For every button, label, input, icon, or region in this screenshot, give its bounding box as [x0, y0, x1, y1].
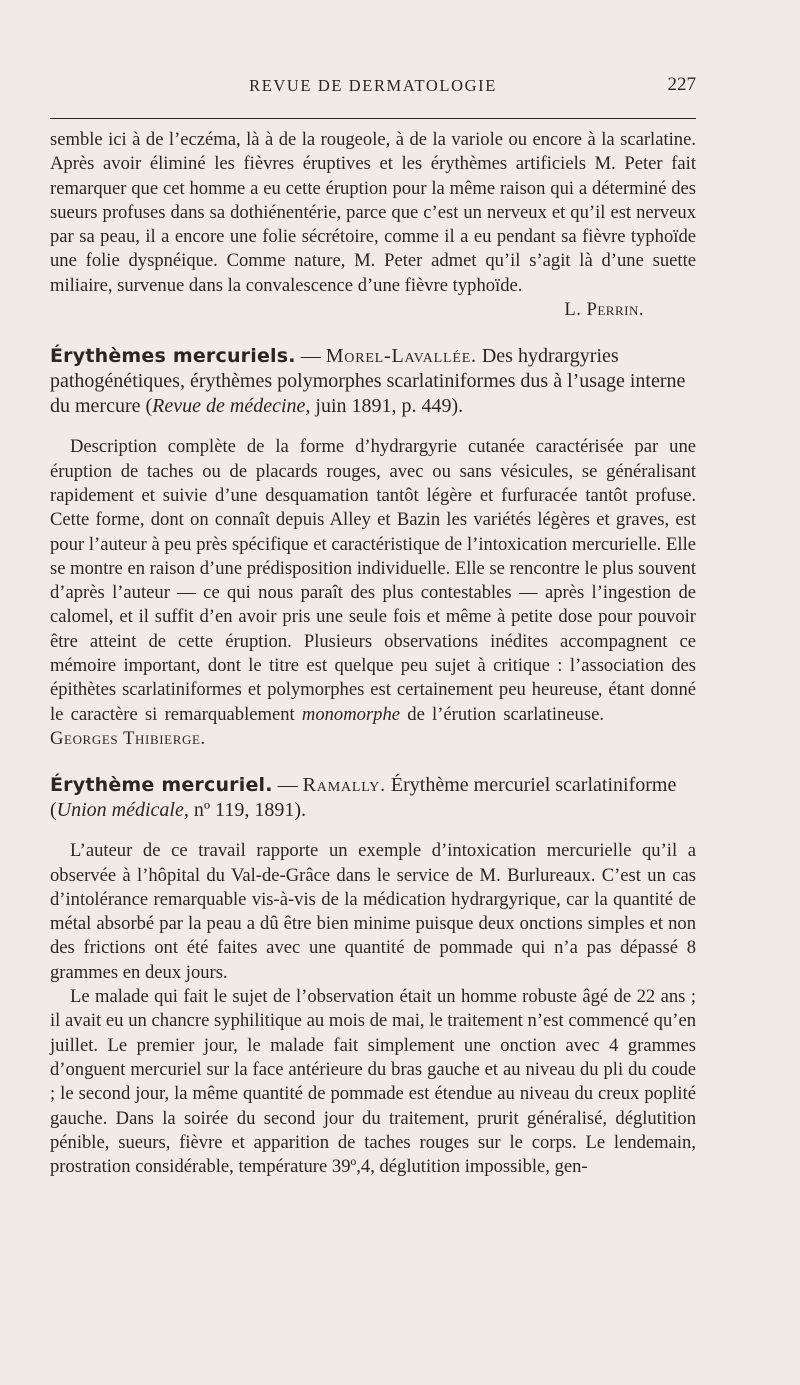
section1-body-italic: monomorphe [301, 703, 401, 725]
section1-body-b: de l’érution scarlatineuse. [400, 703, 604, 725]
section1-heading [50, 344, 696, 419]
continuation-paragraph: semble ici à de l’eczéma, là à de la rougeole, à de la variole ou encore à la scarlatine. Après avoir éliminé les fièvres éruptives et les érythèmes artificiels M. Peter fait remarquer que cet homme a eu cette éruption pour la même raison qui a déterminé des sueurs profuses dans sa dothiénentérie, parce que c’est un nerveux et qu’il est nerveux par sa peau, il a encore une folie sécrétoire, comme il a eu pendant sa fièvre typhoïde une folie dyspnéique. Comme nature, M. Peter admet qu’il s’agit là d’une suette miliaire, survenue dans la convalescence d’une fièvre typhoïde. [50, 129, 696, 296]
section1-title-a: Des hydrargyries pathogénétiques, érythèmes polymorphes scarlatiniformes dus à l’usage interne du mercure ( [50, 345, 686, 418]
section1-journal: Revue de médecine, [152, 395, 311, 418]
section1-author: Morel-Lavallée. [325, 345, 477, 368]
signature-thibierge: Georges Thibierge. [50, 727, 206, 749]
page-number: 227 [667, 74, 696, 95]
signature-perrin: L. Perrin. [564, 299, 644, 321]
section1-body-a: Description complète de la forme d’hydrargyrie cutanée caractérisée par une éruption de taches ou de placards rouges, avec ou sans vésicules, se généralisant rapidement et suivie d’une desquamation tantôt légère et furfuracée tantôt profuse. Cette forme, dont on connaît depuis Alley et Bazin les variétés légères et graves, est pour l’auteur à peu près spécifique et caractéristique de l’intoxication mercurielle. Elle se montre en raison d’une prédisposition individuelle. Elle se rencontre le plus souvent d’après l’auteur — ce qui nous paraît des plus contestables — après l’ingestion de calomel, et il suffit d’en avoir pris une seule fois et même à petite dose pour pouvoir être atteint de cette éruption. Plusieurs observations inédites accompagnent ce mémoire important, dont le titre est quelque peu sujet à critique : l’association des épithètes scarlatiniformes et polymorphes est certainement peu heureuse, étant donné le caractère si remarquablement [50, 436, 696, 725]
section1-keyword: Érythèmes mercuriels. [50, 345, 296, 368]
header-rule [50, 118, 696, 119]
section1-body [50, 435, 696, 751]
section2-heading [50, 773, 696, 823]
section2-title-b: nº 119, 1891). [188, 799, 306, 822]
section2-keyword: Érythème mercuriel. [50, 774, 273, 797]
section2-paragraph-1: L’auteur de ce travail rapporte un exemple d’intoxication mercurielle qu’il a observée à l’hôpital du Val-de-Grâce dans le service de M. Burlureaux. C’est un cas d’intolérance remarquable vis-à-vis de la médication hydrargyrique, car la quantité de métal absorbé par la peau a dû être bien minime puisque deux onctions simples et non des frictions ont été faites avec une quantité de pommade qui n’a pas dépassé 8 grammes en deux jours. [50, 840, 696, 983]
section1-dash: — [295, 345, 326, 368]
running-title: REVUE DE DERMATOLOGIE [249, 76, 497, 95]
section2-author: Ramally. [302, 774, 386, 797]
section2-journal: Union médicale, [56, 799, 189, 822]
section1-title-b: juin 1891, p. 449). [310, 395, 464, 418]
page-body [50, 128, 696, 1179]
section2-dash: — [272, 774, 303, 797]
page-header [50, 76, 696, 102]
section2-title-a: Érythème mercuriel scarlatiniforme ( [50, 774, 677, 822]
section2-paragraph-2: Le malade qui fait le sujet de l’observation était un homme robuste âgé de 22 ans ; il avait eu un chancre syphilitique au mois de mai, le traitement n’est commencé qu’en juillet. Le premier jour, le malade fait simplement une onction avec 4 grammes d’onguent mercuriel sur la face antérieure du bras gauche et au niveau du pli du coude ; le second jour, la même quantité de pommade est étendue au niveau du creux poplité gauche. Dans la soirée du second jour du traitement, prurit généralisé, déglutition pénible, sueurs, fièvre et apparition de taches rouges sur le corps. Le lendemain, prostration considérable, température 39º,4, déglutition impossible, gen- [50, 986, 696, 1178]
